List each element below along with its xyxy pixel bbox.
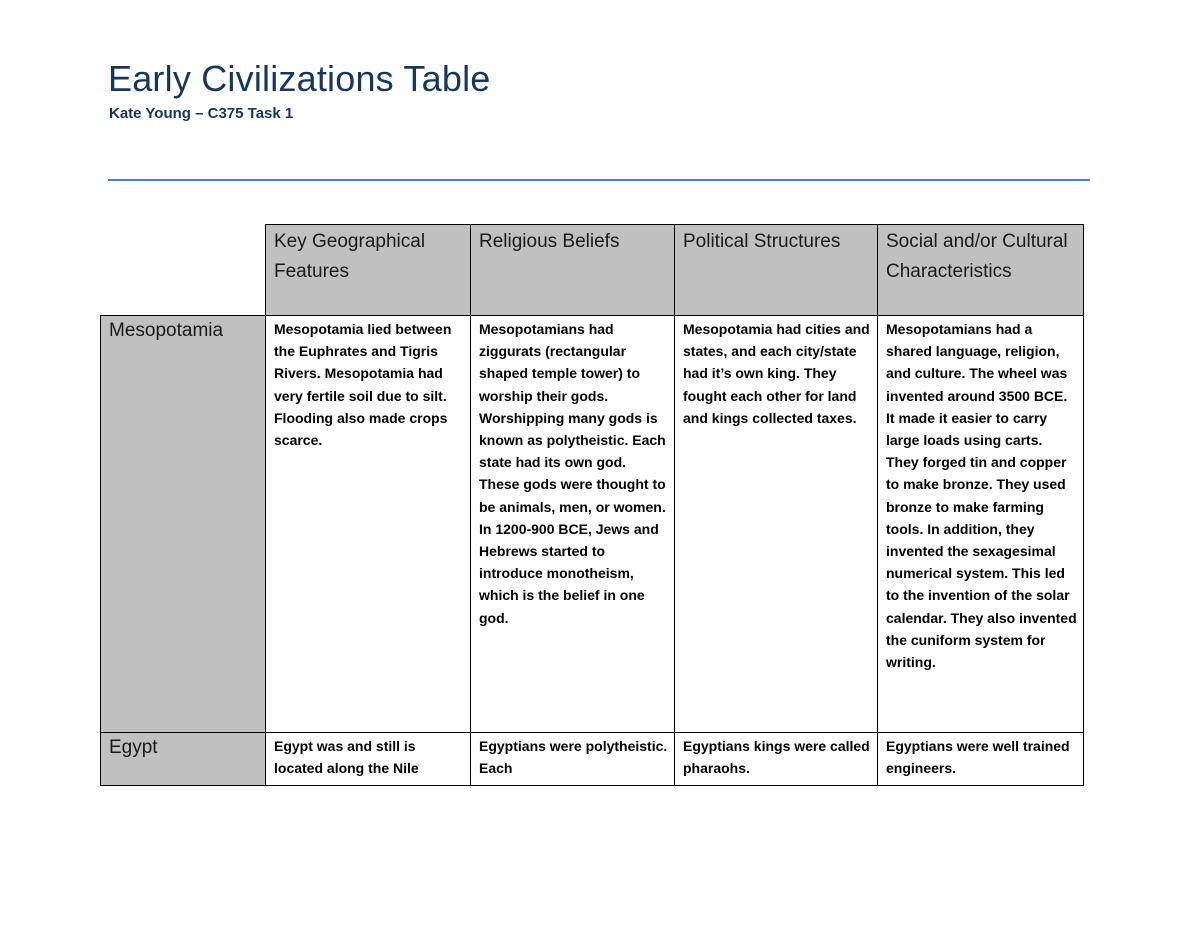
table-cell: Mesopotamians had a shared language, religion, and culture. The wheel was invented around 3500 BCE. It made it easier to carry large loads using carts. They forged tin and copper to make bronze. They used bronze to make farming tools. In addition, they invented the sexagesimal numerical system. This led to the invention of the solar calendar. They also invented the cuniform system for writing. bbox=[878, 316, 1084, 733]
table-cell: Egyptians were well trained engineers. bbox=[878, 733, 1084, 786]
row-label-mesopotamia: Mesopotamia bbox=[101, 316, 266, 733]
table-corner-cell bbox=[101, 225, 266, 316]
table-row bbox=[101, 733, 1084, 786]
row-label-egypt: Egypt bbox=[101, 733, 266, 786]
column-header-politics: Political Structures bbox=[675, 225, 878, 316]
table-cell: Egyptians were polytheistic. Each bbox=[471, 733, 675, 786]
table-cell: Mesopotamia lied between the Euphrates and Tigris Rivers. Mesopotamia had very fertile soil due to silt. Flooding also made crops scarce. bbox=[266, 316, 471, 733]
table-header-row bbox=[101, 225, 1084, 316]
document-subtitle: Kate Young – C375 Task 1 bbox=[109, 105, 294, 122]
document-title: Early Civilizations Table bbox=[108, 58, 491, 99]
column-header-geography: Key Geographical Features bbox=[266, 225, 471, 316]
civilizations-table bbox=[100, 224, 1084, 786]
table-cell: Egyptians kings were called pharaohs. bbox=[675, 733, 878, 786]
table-row bbox=[101, 316, 1084, 733]
column-header-religion: Religious Beliefs bbox=[471, 225, 675, 316]
title-divider bbox=[108, 179, 1090, 181]
table-cell: Mesopotamia had cities and states, and each city/state had it’s own king. They fought each other for land and kings collected taxes. bbox=[675, 316, 878, 733]
table-cell: Mesopotamians had ziggurats (rectangular shaped temple tower) to worship their gods. Worshipping many gods is known as polytheistic. Each state had its own god. These gods were thought to be animals, men, or women. In 1200-900 BCE, Jews and Hebrews started to introduce monotheism, which is the belief in one god. bbox=[471, 316, 675, 733]
column-header-culture: Social and/or Cultural Characteristics bbox=[878, 225, 1084, 316]
table-cell: Egypt was and still is located along the Nile bbox=[266, 733, 471, 786]
